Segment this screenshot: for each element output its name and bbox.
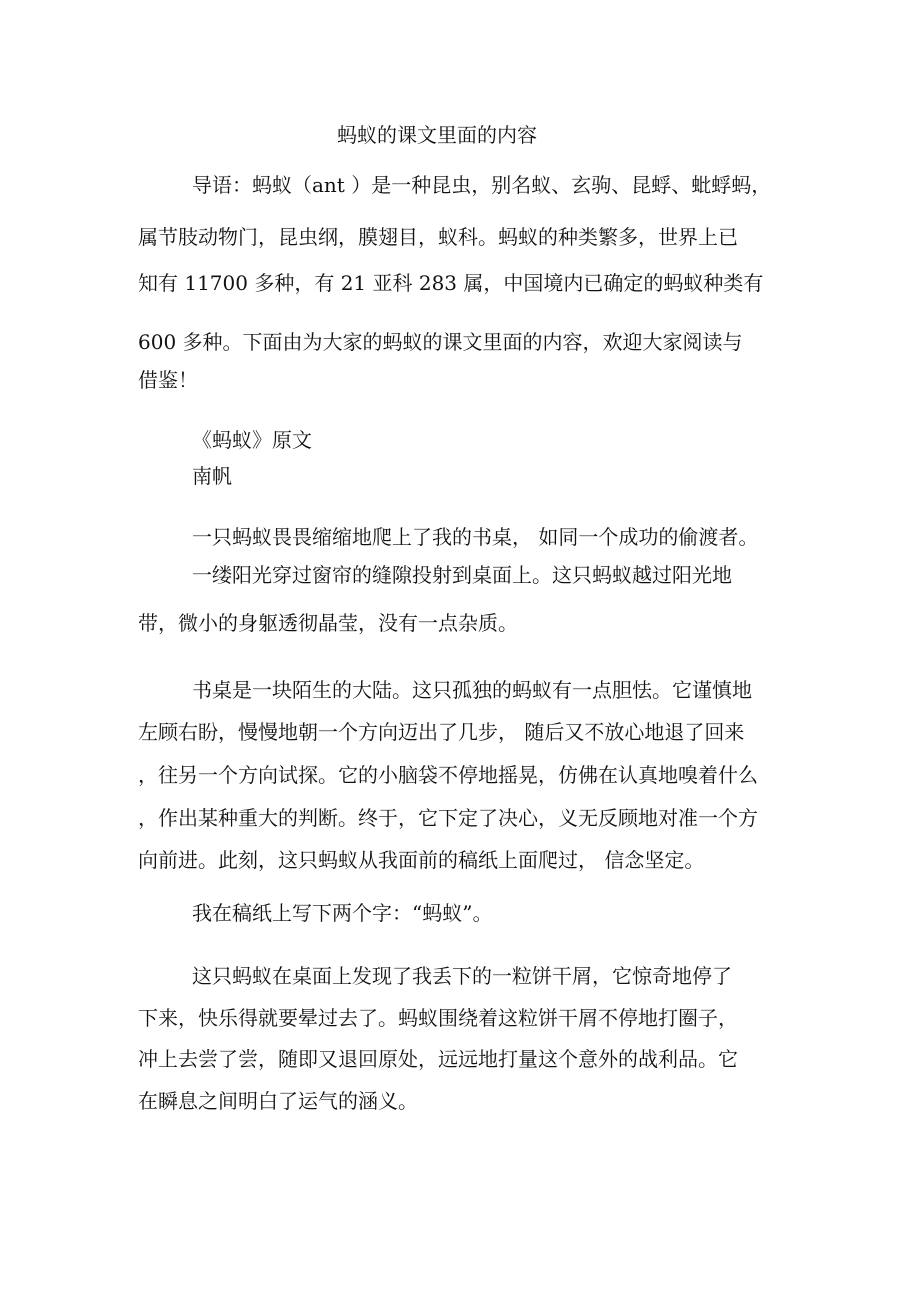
paragraph-line: 下来，快乐得就要晕过去了。蚂蚁围绕着这粒饼干屑不停地打圈子， [138,1006,738,1030]
section-heading: 《蚂蚁》原文 [192,428,312,452]
paragraph-line: ，作出某种重大的判断。终于，它下定了决心，义无反顾地对准一个方 [138,806,758,830]
document-title: 蚂蚁的课文里面的内容 [337,123,537,147]
paragraph-line: 书桌是一块陌生的大陆。这只孤独的蚂蚁有一点胆怯。它谨慎地 [192,678,752,702]
paragraph-line: 我在稿纸上写下两个字：“蚂蚁”。 [192,901,493,925]
paragraph-line: 左顾右盼，慢慢地朝一个方向迈出了几步， 随后又不放心地退了回来 [138,720,745,744]
author-name: 南帆 [192,464,232,488]
paragraph-line: 在瞬息之间明白了运气的涵义。 [138,1089,418,1113]
paragraph-line: 向前进。此刻，这只蚂蚁从我面前的稿纸上面爬过， 信念坚定。 [138,848,705,872]
paragraph-line: 一缕阳光穿过窗帘的缝隙投射到桌面上。这只蚂蚁越过阳光地 [192,563,732,587]
intro-line: 属节肢动物门，昆虫纲，膜翅目，蚁科。蚂蚁的种类繁多，世界上已 [138,225,738,249]
paragraph-line: 带，微小的身躯透彻晶莹，没有一点杂质。 [138,611,518,635]
intro-line: 知有 11700 多种，有 21 亚科 283 属，中国境内已确定的蚂蚁种类有 [138,271,764,295]
paragraph-line: ，往另一个方向试探。它的小脑袋不停地摇晃，仿佛在认真地嗅着什么 [138,763,758,787]
intro-line: 导语：蚂蚁（ant ）是一种昆虫，别名蚁、玄驹、昆蜉、蚍蜉蚂， [192,173,772,197]
intro-line: 借鉴！ [138,368,198,392]
paragraph-line: 冲上去尝了尝，随即又退回原处，远远地打量这个意外的战利品。它 [138,1047,738,1071]
paragraph-line: 这只蚂蚁在桌面上发现了我丢下的一粒饼干屑，它惊奇地停了 [192,964,732,988]
paragraph-line: 一只蚂蚁畏畏缩缩地爬上了我的书桌， 如同一个成功的偷渡者。 [192,525,759,549]
intro-line: 600 多种。下面由为大家的蚂蚁的课文里面的内容，欢迎大家阅读与 [138,330,743,354]
